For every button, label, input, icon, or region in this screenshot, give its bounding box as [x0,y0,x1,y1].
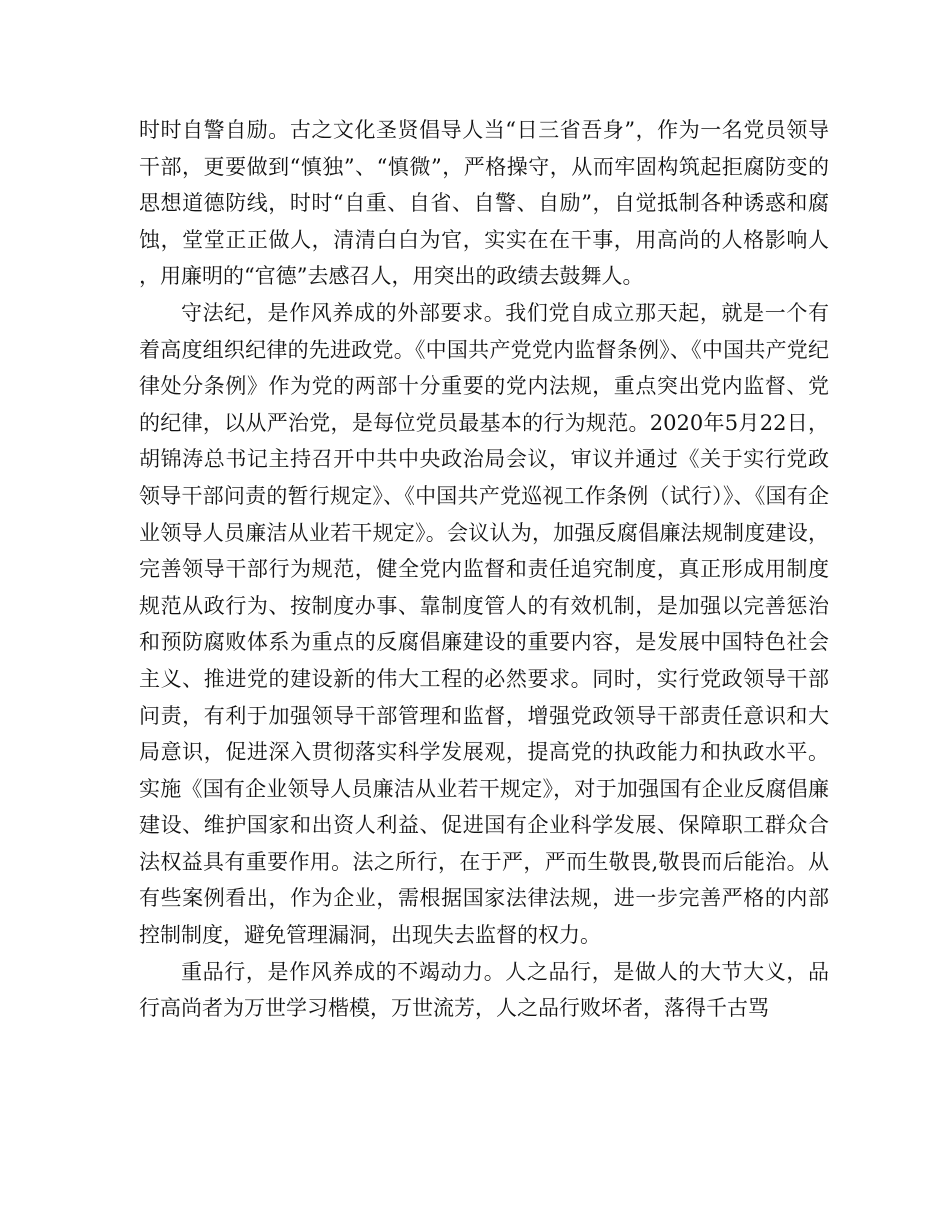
paragraph-1: 时时自警自励。古之文化圣贤倡导人当“日三省吾身”，作为一名党员领导干部，更要做到“慎独”、“慎微”，严格操守，从而牢固构筑起拒腐防变的思想道德防线，时时“自重、自省、自警、自励”，自觉抵制各种诱惑和腐蚀，堂堂正正做人，清清白白为官，实实在在干事，用高尚的人格影响人，用廉明的“官德”去感召人，用突出的政绩去鼓舞人。 [139,118,829,289]
document-page [139,112,829,1027]
paragraph-3: 重品行，是作风养成的不竭动力。人之品行，是做人的大节大义，品行高尚者为万世学习楷模，万世流芳，人之品行败坏者，落得千古骂 [139,959,829,1021]
paragraph-2: 守法纪，是作风养成的外部要求。我们党自成立那天起，就是一个有着高度组织纪律的先进政党。《中国共产党党内监督条例》、《中国共产党纪律处分条例》作为党的两部十分重要的党内法规，重点突出党内监督、党的纪律，以从严治党，是每位党员最基本的行为规范。2020年5月22日，胡锦涛总书记主持召开中共中央政治局会议，审议并通过《关于实行党政领导干部问责的暂行规定》、《中国共产党巡视工作条例（试行）》、《国有企业领导人员廉洁从业若干规定》。会议认为，加强反腐倡廉法规制度建设，完善领导干部行为规范，健全党内监督和责任追究制度，真正形成用制度规范从政行为、按制度办事、靠制度管人的有效机制，是加强以完善惩治和预防腐败体系为重点的反腐倡廉建设的重要内容，是发展中国特色社会主义、推进党的建设新的伟大工程的必然要求。同时，实行党政领导干部问责，有利于加强领导干部管理和监督，增强党政领导干部责任意识和大局意识，促进深入贯彻落实科学发展观，提高党的执政能力和执政水平。实施《国有企业领导人员廉洁从业若干规定》，对于加强国有企业反腐倡廉建设、维护国家和出资人利益、促进国有企业科学发展、保障职工群众合法权益具有重要作用。法之所行，在于严，严而生敬畏,敬畏而后能治。从有些案例看出，作为企业，需根据国家法律法规，进一步完善严格的内部控制制度，避免管理漏洞，出现失去监督的权力。 [139,300,829,948]
